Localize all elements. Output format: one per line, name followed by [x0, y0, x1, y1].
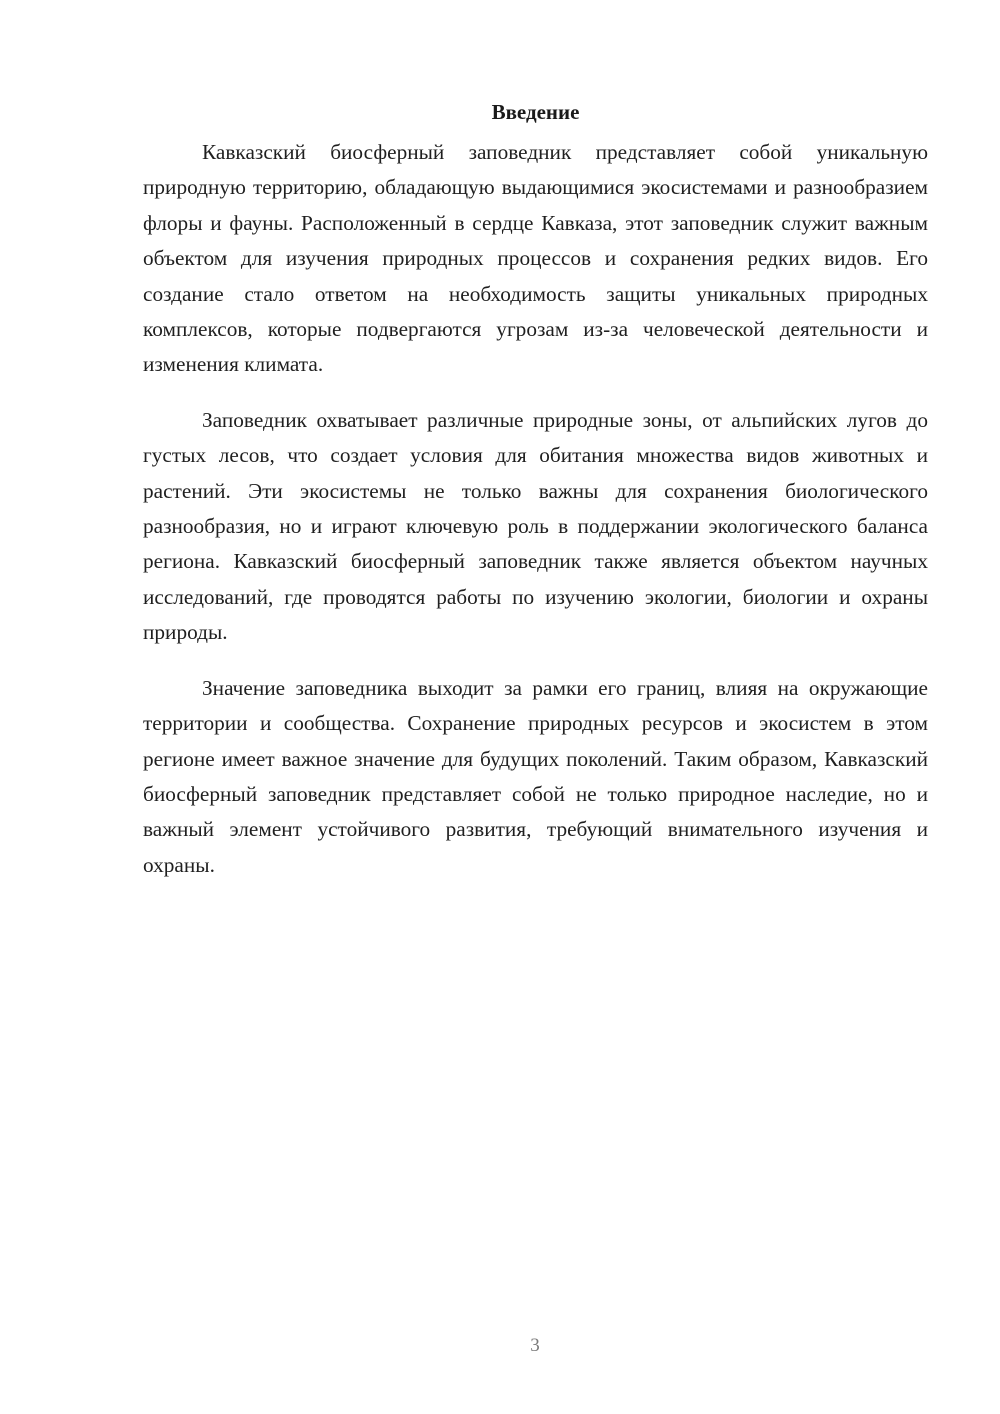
paragraph-2: Заповедник охватывает различные природные зоны, от альпийских лугов до густых лесов, что создает условия для обитания множества видов животных и растений. Эти экосистемы не только важны для сохранения биологического разнообразия, но и играют ключевую роль в поддержании экологического баланса региона. Кавказский биосферный заповедник также является объектом научных исследований, где проводятся работы по изучению экологии, биологии и охраны природы. [143, 407, 928, 645]
paragraph-3: Значение заповедника выходит за рамки его границ, влияя на окружающие территории и сообщества. Сохранение природных ресурсов и экосистем в этом регионе имеет важное значение для будущих поколений. Таким образом, Кавказский биосферный заповедник представляет собой не только природное наследие, но и важный элемент устойчивого развития, требующий внимательного изучения и охраны. [143, 675, 928, 877]
section-heading: Введение [491, 100, 580, 124]
page-number: 3 [530, 1335, 540, 1356]
page-content [143, 97, 928, 903]
paragraph-1: Кавказский биосферный заповедник представляет собой уникальную природную территорию, обладающую выдающимися экосистемами и разнообразием флоры и фауны. Расположенный в сердце Кавказа, этот заповедник служит важным объектом для изучения природных процессов и сохранения редких видов. Его создание стало ответом на необходимость защиты уникальных природных комплексов, которые подвергаются угрозам из-за человеческой деятельности и изменения климата. [143, 140, 928, 377]
